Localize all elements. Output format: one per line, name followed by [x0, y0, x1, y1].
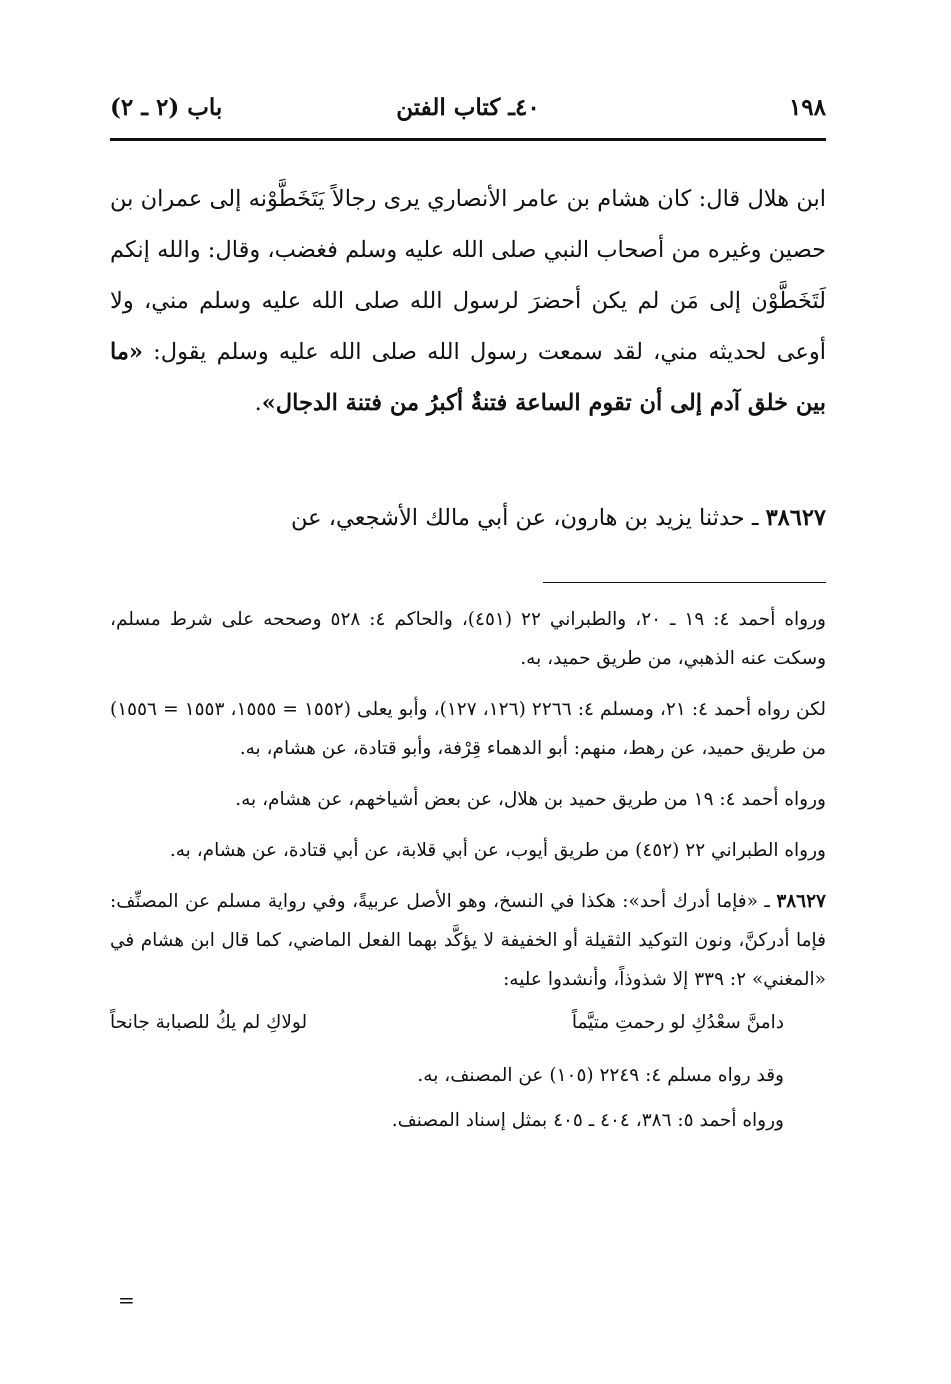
footnote-5-number: ٣٨٦٢٧ [776, 891, 826, 912]
paragraph-end: . [254, 390, 262, 416]
footnotes [110, 600, 826, 1146]
main-text [110, 174, 826, 429]
footnote-5-text: ـ «فإما أدرك أحد»: هكذا في النسخ، وهو الأصل عربيةً، وفي رواية مسلم عن المصنِّف: فإما أدركنَّ، ونون التوكيد الثقيلة أو الخفيفة لا يؤكَّد بهما الفعل الماضي، كما قال ابن هشام في «المغني» ٢: ٣٣٩ إلا شذوذاً، وأنشدوا عليه: [110, 891, 826, 990]
footnote-6: وقد رواه مسلم ٤: ٢٢٤٩ (١٠٥) عن المصنف، به. [417, 1065, 784, 1086]
footnote-7: ورواه أحمد ٥: ٣٨٦، ٤٠٤ ـ ٤٠٥ بمثل إسناد المصنف. [391, 1110, 784, 1131]
footnote-2: لكن رواه أحمد ٤: ٢١، ومسلم ٤: ٢٢٦٦ (١٢٦، ١٢٧)، وأبو يعلى (١٥٥٢ = ١٥٥٥، ١٥٥٣ = ١٥٥٦) من طريق حميد، عن رهط، منهم: أبو الدهماء قِرْفة، وأبو قتادة، عن هشام، به. [110, 699, 826, 759]
hadith-opening: ـ حدثنا يزيد بن هارون، عن أبي مالك الأشجعي، عن [291, 505, 766, 531]
footnote-1: ورواه أحمد ٤: ١٩ ـ ٢٠، والطبراني ٢٢ (٤٥١)، والحاكم ٤: ٥٢٨ وصححه على شرط مسلم، وسكت عنه الذهبي، من طريق حميد، به. [110, 609, 826, 669]
hadith-start [110, 493, 826, 544]
hadith-number: ٣٨٦٢٧ [765, 505, 826, 531]
chapter-label: باب (٢ ـ ٢) [110, 94, 223, 121]
verse-first-hemistich: دامنَّ سعْدُكِ لو رحمتِ متيَّماً [571, 1012, 784, 1033]
footnote-3: ورواه أحمد ٤: ١٩ من طريق حميد بن هلال، عن بعض أشياخهم، عن هشام، به. [235, 789, 826, 810]
footnote-4: ورواه الطبراني ٢٢ (٤٥٢) من طريق أيوب، عن أبي قلابة، عن أبي قتادة، عن هشام، به. [169, 840, 826, 861]
page-number: ١٩٨ [788, 94, 826, 121]
verse-second-hemistich: لولاكِ لم يكُ للصبابة جانحاً [110, 1012, 308, 1033]
poetry-verse [110, 1003, 784, 1042]
book-page [110, 88, 826, 1312]
book-title: ٤٠ـ كتاب الفتن [396, 94, 540, 121]
main-paragraph: ابن هلال قال: كان هشام بن عامر الأنصاري يرى رجالاً يَتَخَطَّوْنه إلى عمران بن حصين وغيره من أصحاب النبي صلى الله عليه وسلم فغضب، وقال: والله إنكم لَتَخَطَّوْن إلى مَن لم يكن أحضرَ لرسول الله صلى الله عليه وسلم مني، ولا أوعى لحديثه مني، لقد سمعت رسول الله صلى الله عليه وسلم يقول: [110, 186, 826, 365]
footnote-5 [110, 882, 826, 999]
hadith-quote: «ما بين خلق آدم إلى أن تقوم الساعة فتنةٌ أكبرُ من فتنة الدجال» [110, 339, 826, 416]
footnote-rule [543, 582, 826, 583]
continuation-mark: = [118, 1288, 135, 1312]
page-header [110, 88, 826, 128]
header-rule [110, 138, 826, 141]
